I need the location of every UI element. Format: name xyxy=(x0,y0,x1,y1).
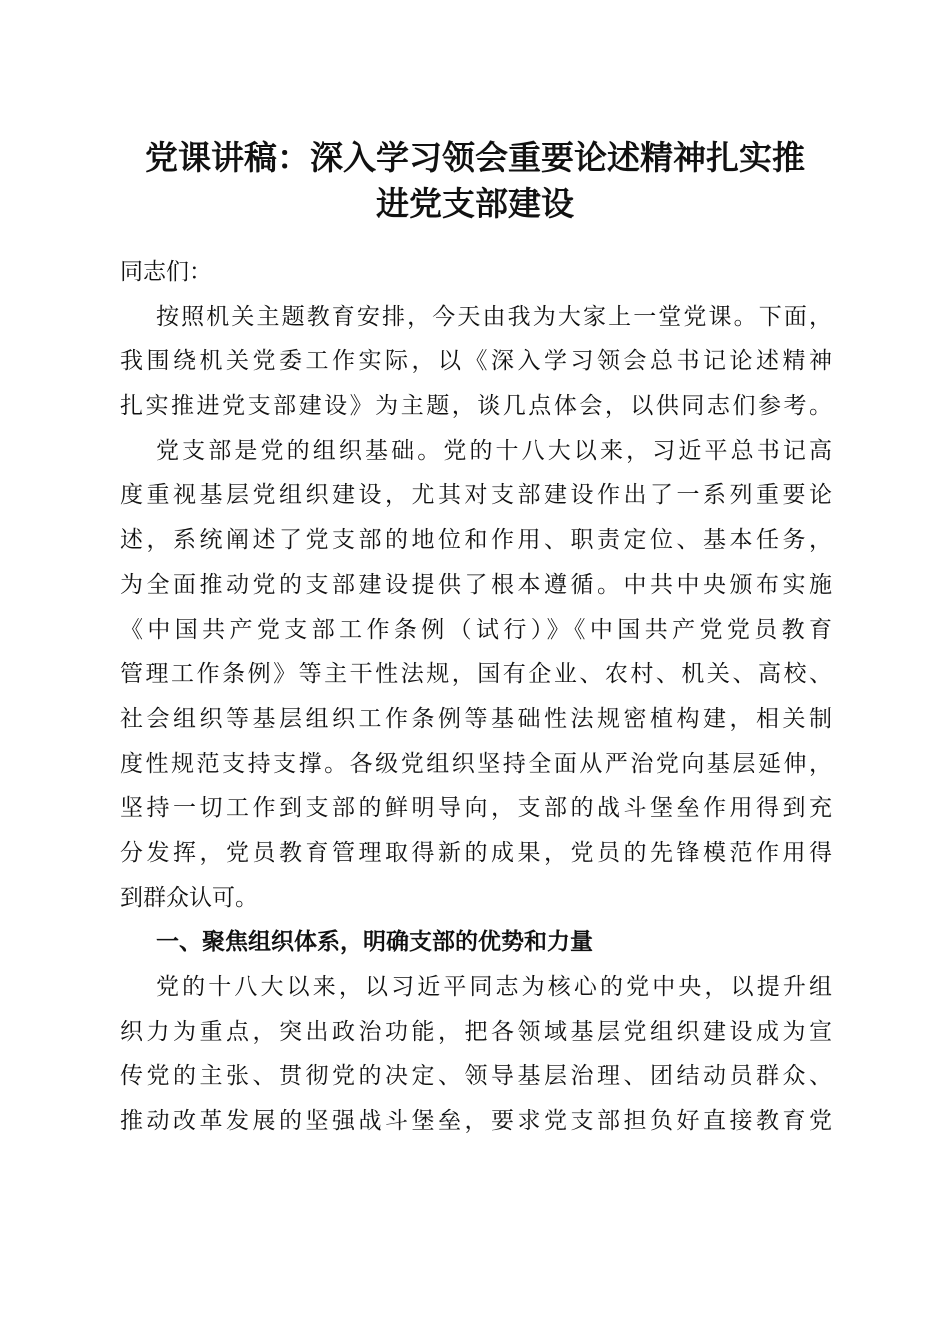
body-text-line: 管理工作条例》等主干性法规，国有企业、农村、机关、高校、 xyxy=(120,661,832,688)
section-heading: 一、聚焦组织体系，明确支部的优势和力量 xyxy=(156,929,593,956)
body-text-line: 党的十八大以来，以习近平同志为核心的党中央，以提升组 xyxy=(156,974,832,1000)
body-text-line: 我围绕机关党委工作实际，以《深入学习领会总书记论述精神 xyxy=(120,348,832,375)
title-line-1: 党课讲稿：深入学习领会重要论述精神扎实推 xyxy=(145,138,805,177)
body-text-line: 为全面推动党的支部建设提供了根本遵循。中共中央颁布实施 xyxy=(120,571,832,598)
body-text-line: 述，系统阐述了党支部的地位和作用、职责定位、基本任务， xyxy=(120,527,832,554)
salutation: 同志们： xyxy=(120,259,212,285)
body-text-line: 到群众认可。 xyxy=(120,884,258,911)
body-text-line: 党支部是党的组织基础。党的十八大以来，习近平总书记高 xyxy=(156,437,832,464)
body-text-line: 分发挥，党员教育管理取得新的成果，党员的先锋模范作用得 xyxy=(120,839,832,866)
body-text-line: 坚持一切工作到支部的鲜明导向，支部的战斗堡垒作用得到充 xyxy=(120,795,832,822)
body-text-line: 度重视基层党组织建设，尤其对支部建设作出了一系列重要论 xyxy=(120,482,832,509)
body-text-line: 传党的主张、贯彻党的决定、领导基层治理、团结动员群众、 xyxy=(120,1063,832,1090)
document-body xyxy=(120,250,832,1144)
body-text-line: 推动改革发展的坚强战斗堡垒，要求党支部担负好直接教育党 xyxy=(120,1108,832,1135)
title-line-2: 进党支部建设 xyxy=(376,184,574,223)
body-text-line: 扎实推进党支部建设》为主题，谈几点体会，以供同志们参考。 xyxy=(120,393,832,420)
body-text-line: 《中国共产党支部工作条例（试行）》《中国共产党党员教育 xyxy=(120,616,832,643)
document-title xyxy=(110,135,840,227)
body-text-line: 按照机关主题教育安排，今天由我为大家上一堂党课。下面， xyxy=(156,303,832,330)
body-text-line: 织力为重点，突出政治功能，把各领域基层党组织建设成为宣 xyxy=(120,1018,832,1045)
body-text-line: 度性规范支持支撑。各级党组织坚持全面从严治党向基层延伸， xyxy=(120,750,832,777)
body-text-line: 社会组织等基层组织工作条例等基础性法规密植构建，相关制 xyxy=(120,705,832,732)
